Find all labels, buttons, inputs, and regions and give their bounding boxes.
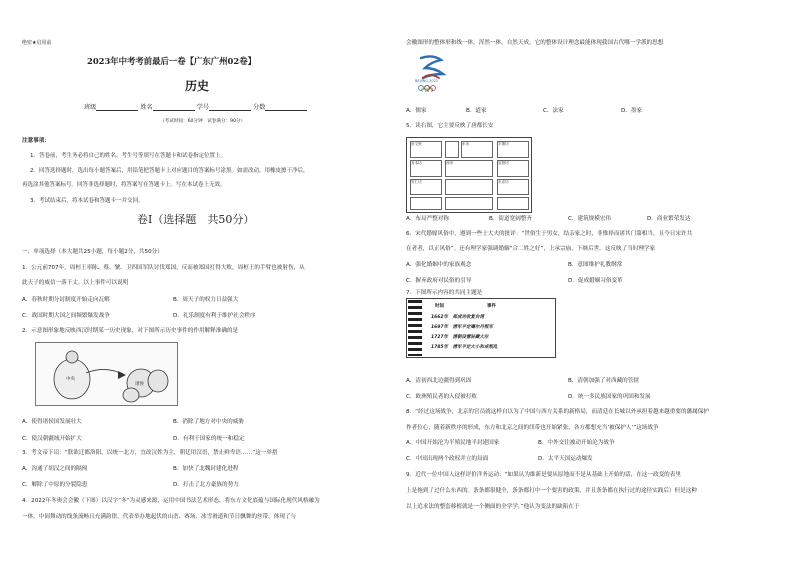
q3-option-d[interactable]: D．打击了北方豪族的势力	[173, 482, 239, 488]
q2-line: 2．示意图形象地反映西汉时期某一历史现象，对下图所示历史事件的作用解释准确的是	[22, 328, 239, 334]
q6-line-1: 6．宋代婚嫁风俗中，遵到一些士大夫的批评：“世俗生于男女，结亲家之时，非惟择而诸其门第相当，且今日宋许共	[406, 231, 693, 237]
cartoon-label-vassal: 诸侯	[135, 382, 144, 387]
map-cell-4: 务本坊	[410, 160, 442, 177]
notice-3: 3．考试结束后，将本试卷和答题卡一并交回。	[30, 198, 144, 204]
map-cell-11	[497, 197, 529, 210]
q1-option-b[interactable]: B．周天子的权力日益强大	[173, 297, 239, 303]
table-row: 1697年 清军平定噶尔丹叛军	[431, 325, 494, 330]
q4-option-a[interactable]: A．儒家	[406, 108, 427, 114]
q8-option-a[interactable]: A．中国开始沦为半殖民地半封建国家	[406, 440, 500, 446]
secret-mark: 绝密★启用前	[22, 40, 52, 46]
class-label: 班级	[84, 104, 97, 111]
q5-option-d[interactable]: D．商业繁荣发达	[647, 216, 691, 222]
name-field[interactable]	[153, 104, 195, 111]
q9-line-2: 上是拖到了过什么东西的。条条都很健全，条条都打中一个要害的政策，并且条条都在执行过的途径实践后）但是这种	[406, 488, 697, 494]
winter-olympics-emblem	[413, 52, 449, 92]
q1-option-a[interactable]: A．春秋时期分封制度开始走向瓦解	[22, 297, 110, 303]
notice-heading: 注意事项：	[22, 138, 50, 144]
q2-option-b[interactable]: B．消除了地方对中央的威胁	[173, 419, 244, 425]
q6-option-d[interactable]: D．促成婚姻习俗变革	[568, 278, 623, 284]
q7-option-b[interactable]: B．清朝加强了对西藏的管辖	[568, 378, 639, 384]
q3-option-c[interactable]: C．解除了中原的分裂隐患	[22, 482, 88, 488]
q1-line-2: 此天子的威信一落千丈。以上事件可以说明	[22, 280, 129, 286]
q4-option-d[interactable]: D．墨家	[621, 108, 643, 114]
table-row: 1727年 清朝设置驻藏大臣	[431, 335, 489, 340]
map-cell-center	[445, 179, 493, 195]
q9-line-3: 以上追求法的整套移植就是一个侧面的全学学。”他认为变法的缺陷在于	[406, 504, 580, 510]
subject-title: 历史	[185, 79, 210, 93]
q2-option-d[interactable]: D．有利于国家的统一和稳定	[173, 436, 245, 442]
class-field[interactable]	[96, 104, 138, 111]
table-row: 1662年 郑成功收复台湾	[431, 315, 485, 320]
q5-option-a[interactable]: A．布局严整对称	[406, 216, 449, 222]
q6-option-a[interactable]: A．强化婚姻中的家族观念	[406, 262, 472, 268]
q6-option-c[interactable]: C．摒弃政府对民俗的引导	[406, 278, 472, 284]
name-label: 姓名	[140, 104, 153, 111]
q7-line: 7．下图所示内容的共同主题是	[406, 290, 483, 296]
q4-line-2: 一体。中间舞动的线条流畅且充满韵律，代表举办地起伏的山峦、赛场、冰雪滑道和节日飘舞的丝带，体现了与	[22, 514, 297, 520]
q5-line: 5．读右图，它主要反映了唐都长安	[406, 123, 494, 129]
q6-option-b[interactable]: B．意图维护礼教纲常	[568, 262, 623, 268]
map-cell-2: 东市	[461, 141, 493, 158]
map-cell-8: 永乐坊	[497, 179, 529, 195]
changan-map	[406, 137, 532, 213]
q8-line-2: 作者位心，随着新秩序的形成，东方和北京之间的纽带也开始紧张，各方都想充当‘被保护人’”这场战争	[406, 425, 659, 431]
events-table	[406, 298, 556, 358]
q1-line-1: 1．公元前707年，周桓王率陈、蔡、虢、卫四国军队讨伐郑国，反而被郑国打得大败，周桓王的手臂也被射伤，从	[22, 265, 305, 271]
q1-option-c[interactable]: C．战国时期大国之间频繁爆发战争	[22, 313, 110, 319]
table-header-time: 时间	[435, 304, 444, 309]
exam-title: 2023年中考考前最后一卷【广东广州02卷】	[87, 56, 256, 66]
notice-2-cont: 再选涂其他答案标号。回答非选择题时，将答案写在答题卡上。写在本试卷上无效。	[22, 182, 226, 188]
section-intro: 一、单项选择（本大题共25小题，每小题2分，共50分）	[22, 249, 163, 255]
cartoon-svg	[36, 343, 177, 405]
q3-option-a[interactable]: A．沟通了胡汉之间的隔阂	[22, 466, 88, 472]
number-field[interactable]	[209, 104, 251, 111]
q9-line-1: 9．近代一位中国人这样评价洋务运动：“如果认为维新是要从原地而不是从基础上开始的话，在这一政变的表里	[406, 472, 681, 478]
map-cell-1: 崇义里	[410, 141, 442, 158]
notice-2: 2．回答选择题时，选出每小题答案后，用铅笔把答题卡上对应题目的答案标号涂黑。如需改动，用橡皮擦干净后，	[30, 168, 309, 174]
number-label: 学号	[196, 104, 210, 111]
notice-1: 1．答卷前，考生务必将自己的姓名、考生号等填写在答题卡和试卷指定位置上。	[30, 153, 227, 159]
vassal-gourd-2	[148, 370, 168, 392]
map-cell-9	[410, 197, 442, 210]
q4-option-b[interactable]: B．道家	[466, 108, 487, 114]
table-header-event: 事件	[487, 304, 496, 309]
map-cell-7: 安仁坊	[410, 179, 442, 195]
q5-option-c[interactable]: C．建筑规模宏伟	[568, 216, 612, 222]
film-strip-decoration	[408, 300, 422, 356]
table-row: 1785年 清军平定大小和卓叛乱	[431, 345, 498, 350]
q4-option-c[interactable]: C．法家	[543, 108, 564, 114]
section-title: 卷Ⅰ（选择题 共50分）	[137, 213, 255, 226]
q7-option-c[interactable]: C．欧洲殖民者的入侵被打败	[406, 394, 478, 400]
emblem-svg	[413, 52, 449, 92]
info-line	[84, 104, 307, 111]
score-field[interactable]	[265, 104, 307, 111]
q8-line-1: 8．“经过这场战争，北京的官员就这样自以为了中国与西方关系的新格局，而清廷在长城以外承担着越来越重要的藩属保护	[406, 409, 709, 415]
q4-continuation: 会徽图形的整体形和线一体，浑然一体，自然天成，它的整体设计理念最能体现我国古代哪一学派的思想	[406, 40, 664, 46]
cartoon-label-center: 中央	[66, 377, 75, 382]
emblem-text: BEIJING 2022	[415, 79, 439, 83]
q4-line-1: 4．2022年冬奥会会徽（下图）以汉字“冬”为灵感来源，运用中国书法艺术形态，将东方文化底蕴与国际化现代风格融为	[22, 498, 320, 504]
q8-option-d[interactable]: D．太平天国运动爆发	[538, 456, 593, 462]
q7-option-d[interactable]: D．统一多民族国家的巩固和发展	[568, 394, 651, 400]
map-cell-3: 平康坊	[497, 141, 529, 158]
exam-meta: （考试时间：60分钟 试卷满分：90分）	[160, 119, 246, 124]
q6-line-2: 在者者，以正风俗”。还有理学家强调婚姻“合二姓之好”，上承宗庙，下继后世。这反映了当时理学家	[406, 246, 656, 252]
q1-option-d[interactable]: D．礼乐制度有利于维护社会秩序	[173, 313, 256, 319]
q5-option-b[interactable]: B．街道宽阔整齐	[489, 216, 532, 222]
map-cell-6: 宣阳坊	[497, 160, 529, 177]
q3-option-b[interactable]: B．加快了北魏封建化进程	[173, 466, 239, 472]
cartoon-figure	[35, 342, 178, 406]
map-cell-10	[445, 197, 493, 210]
score-label: 分数	[253, 104, 266, 111]
q8-option-c[interactable]: C．中国出现两个政权并立的局面	[406, 456, 489, 462]
q7-option-a[interactable]: A．清初西北边疆得到巩固	[406, 378, 472, 384]
q8-option-b[interactable]: B．中外交往被动开始沦为战争	[538, 440, 615, 446]
q3-line: 3．考文帝下诏：“朕欲迁都洛阳，以统一北方，宜改汉姓为主，朝廷用汉语，禁止鲜卑语……”这一举措	[22, 450, 278, 456]
map-cell-gate	[445, 141, 459, 158]
right-page	[397, 0, 794, 562]
q2-option-c[interactable]: C．使汉朝疆域开始扩大	[22, 436, 82, 442]
map-cell-5: 西市	[445, 160, 493, 177]
q2-option-a[interactable]: A．使得诸侯国发展壮大	[22, 419, 82, 425]
